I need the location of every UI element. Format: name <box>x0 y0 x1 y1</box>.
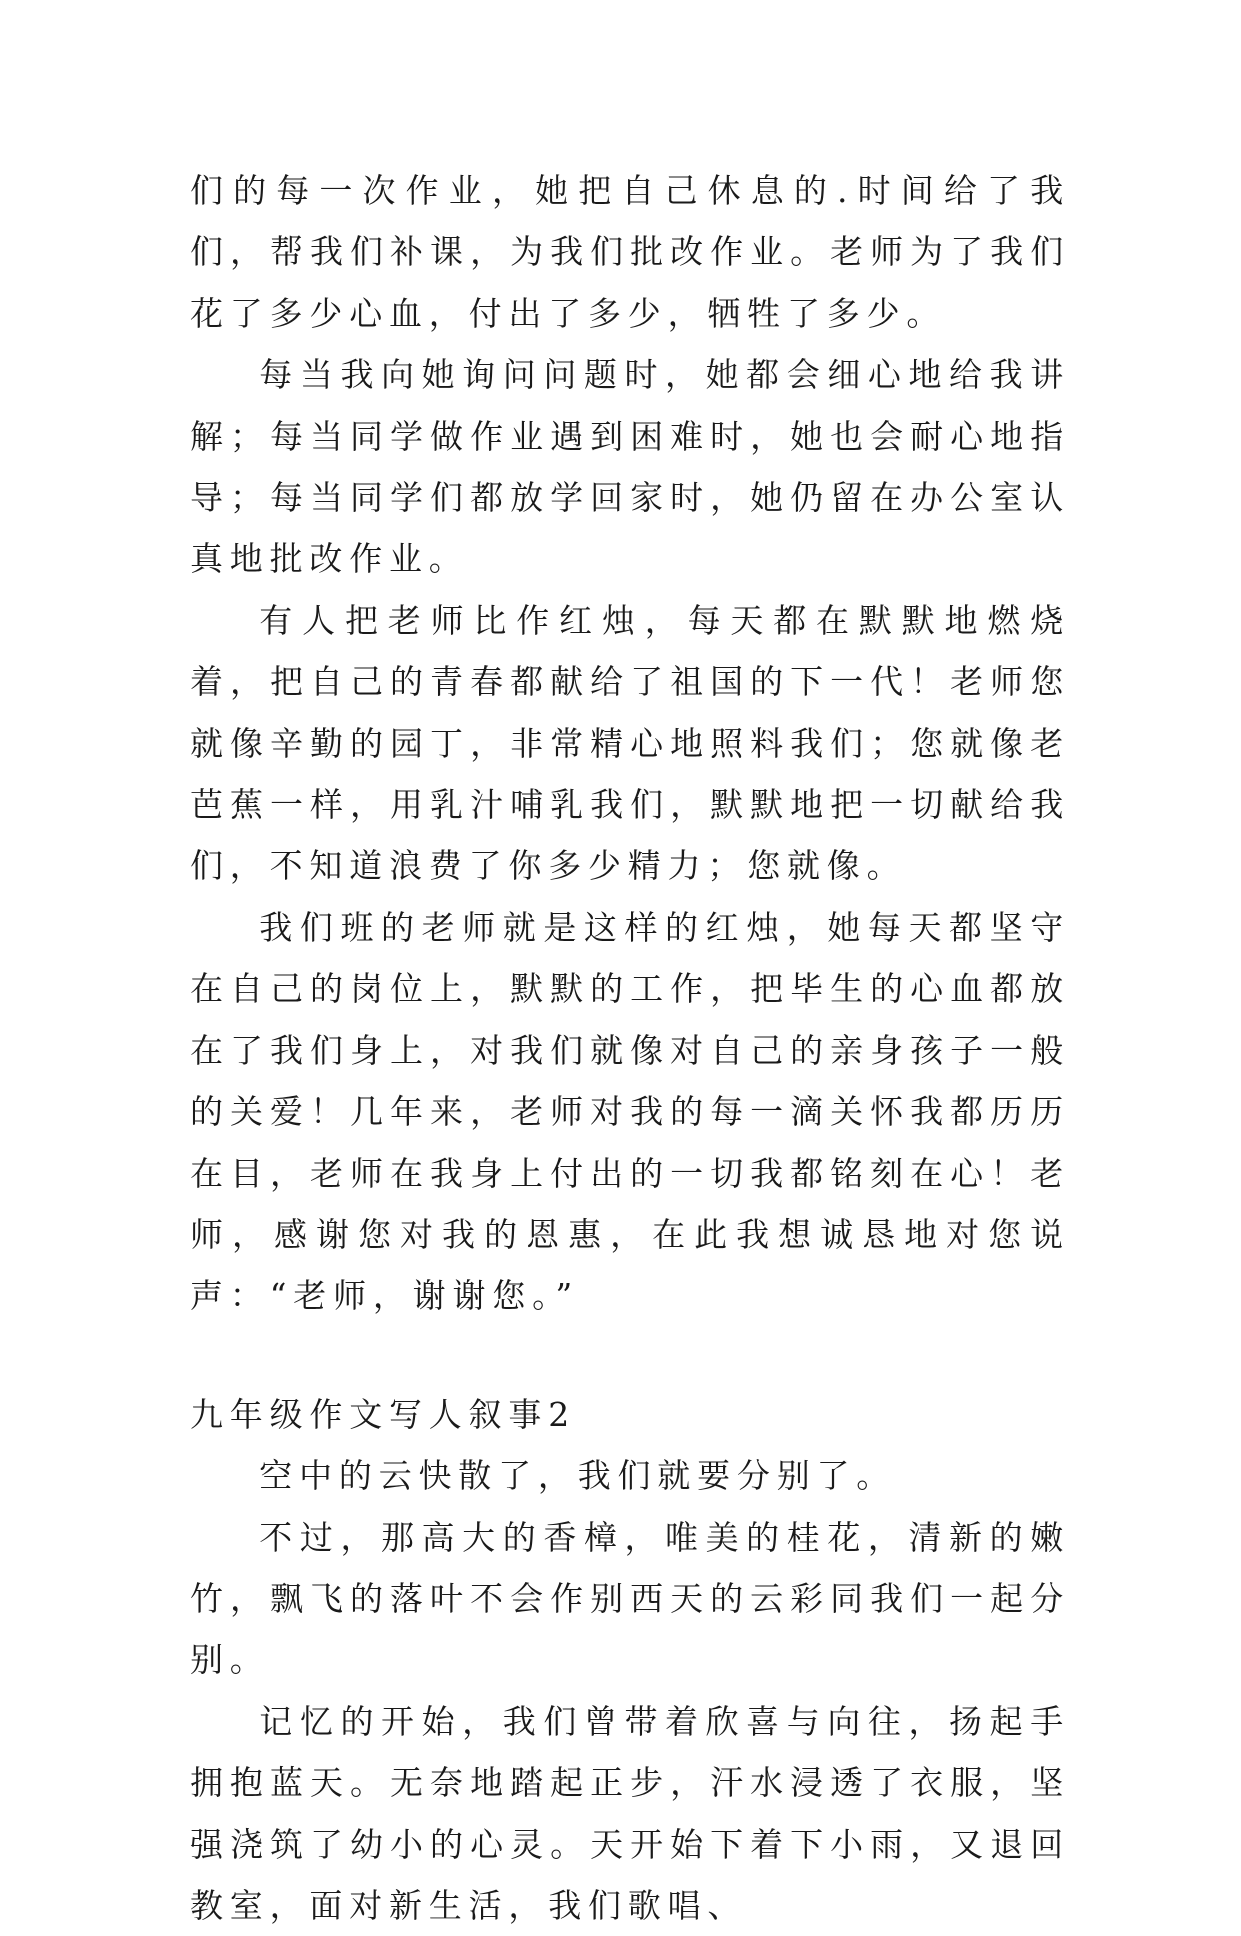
paragraph: 不过，那高大的香樟，唯美的桂花，清新的嫩竹，飘飞的落叶不会作别西天的云彩同我们一起分别。 <box>190 1517 1070 1680</box>
paragraph: 每当我向她询问问题时，她都会细心地给我讲解；每当同学做作业遇到困难时，她也会耐心地指导；每当同学们都放学回家时，她仍留在办公室认真地批改作业。 <box>190 355 1070 579</box>
section-heading: 九年级作文写人叙事2 <box>190 1394 576 1434</box>
paragraph: 我们班的老师就是这样的红烛，她每天都坚守在自己的岗位上，默默的工作，把毕生的心血都放在了我们身上，对我们就像对自己的亲身孩子一般的关爱！几年来，老师对我的每一滴关怀我都历历在目，老师在我身上付出的一切我都铭刻在心！老师，感谢您对我的恩惠，在此我想诚恳地对您说声：“老师，谢谢您。” <box>190 907 1070 1316</box>
paragraph-continuation: 们的每一次作业，她把自己休息的.时间给了我们，帮我们补课，为我们批改作业。老师为了我们花了多少心血，付出了多少，牺牲了多少。 <box>190 171 1070 333</box>
paragraph: 空中的云快散了，我们就要分别了。 <box>259 1456 897 1496</box>
document-body <box>190 160 1070 1936</box>
section-spacer <box>190 1327 1070 1384</box>
paragraph: 有人把老师比作红烛，每天都在默默地燃烧着，把自己的青春都献给了祖国的下一代！老师您就像辛勤的园丁，非常精心地照料我们；您就像老芭蕉一样，用乳汁哺乳我们，默默地把一切献给我们，不知道浪费了你多少精力；您就像。 <box>190 600 1070 886</box>
paragraph: 记忆的开始，我们曾带着欣喜与向往，扬起手拥抱蓝天。无奈地踏起正步，汗水浸透了衣服，坚强浇筑了幼小的心灵。天开始下着下小雨，又退回教室，面对新生活，我们歌唱、 <box>190 1701 1070 1925</box>
